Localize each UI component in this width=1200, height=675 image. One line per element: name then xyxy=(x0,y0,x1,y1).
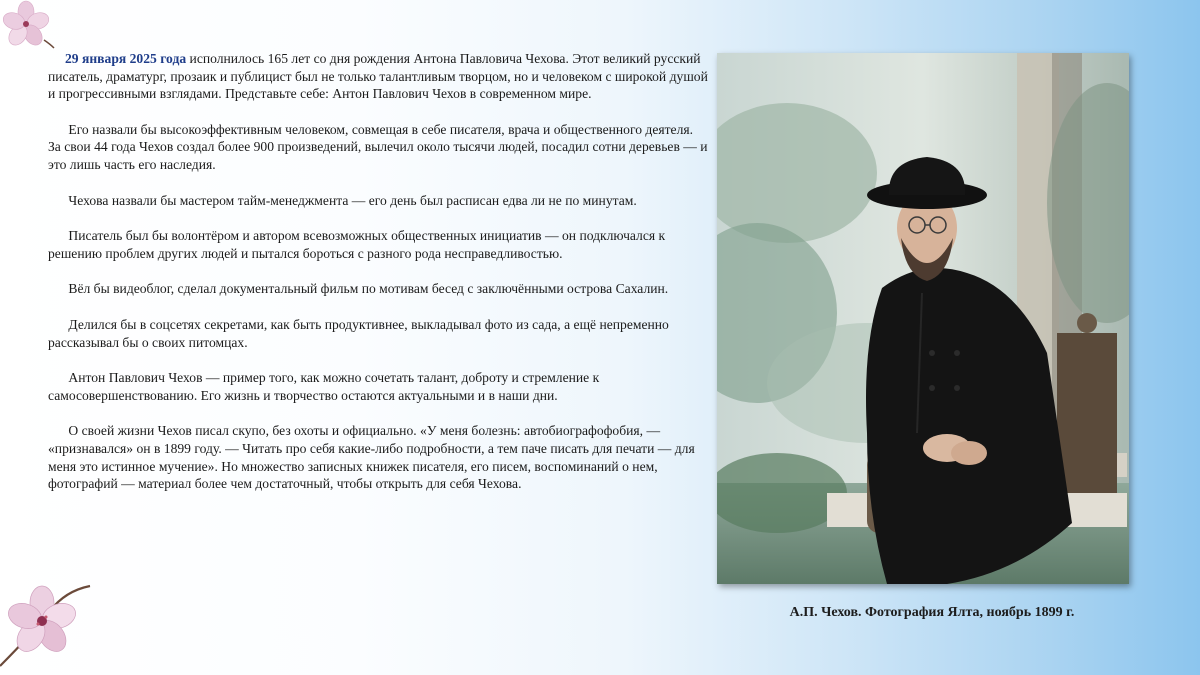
paragraph-text: О своей жизни Чехов писал скупо, без охоты и официально. «У меня болезнь: автобиографофобия, — «признавался» он в 1899 году. — Читать про себя какие-либо подробности, а тем паче писать для печати — для меня это истинное мучение». Но множество записных книжек писателя, его писем, воспоминаний о нем, фотографий — материал более чем достаточный, чтобы открыть для себя Чехова. xyxy=(48,423,695,492)
paragraph xyxy=(48,422,708,492)
paragraph xyxy=(48,280,708,298)
photo-caption: А.П. Чехов. Фотография Ялта, ноябрь 1899 г. xyxy=(789,605,1075,620)
paragraph xyxy=(48,192,708,210)
paragraph-text: Антон Павлович Чехов — пример того, как можно сочетать талант, доброту и стремление к самосовершенствованию. Его жизнь и творчество остаются актуальными и в наши дни. xyxy=(48,370,600,403)
intro-paragraph xyxy=(48,50,708,103)
portrait-illustration xyxy=(717,53,1129,584)
paragraph-text: Чехова назвали бы мастером тайм-менеджмента — его день был расписан едва ли не по минутам. xyxy=(68,192,637,208)
paragraph xyxy=(48,227,708,262)
cherry-blossom-bottom-icon xyxy=(0,566,96,671)
article-text xyxy=(48,50,708,511)
paragraph xyxy=(48,369,708,404)
paragraph xyxy=(48,121,708,174)
paragraph-text: Писатель был бы волонтёром и автором всевозможных общественных инициатив — он подключался к решению проблем других людей и пытался бороться с разного рода несправедливостью. xyxy=(48,228,666,261)
paragraph-text: Вёл бы видеоблог, сделал документальный фильм по мотивам бесед с заключёнными острова Сахалин. xyxy=(68,281,669,297)
intro-text: исполнилось 165 лет со дня рождения Антона Павловича Чехова. Этот великий русский писатель, драматург, прозаик и публицист был не только талантливым творцом, но и человеком с широкой душой и прогрессивными взглядами. Представьте себе: Антон Павлович Чехов в современном мире. xyxy=(48,51,708,102)
highlighted-date: 29 января 2025 года xyxy=(65,51,187,66)
paragraph xyxy=(48,316,708,351)
cherry-blossom-top-icon xyxy=(0,0,56,50)
chekhov-portrait-photo xyxy=(717,53,1129,584)
paragraph-text: Делился бы в соцсетях секретами, как быть продуктивнее, выкладывал фото из сада, а ещё непременно рассказывал бы о своих питомцах. xyxy=(48,316,669,350)
paragraph-text: Его назвали бы высокоэффективным человеком, совмещая в себе писателя, врача и общественного деятеля. За свои 44 года Чехов создал более 900 произведений, вылечил около тысячи людей, посадил сотни деревьев — и это лишь часть его наследия. xyxy=(48,121,708,172)
